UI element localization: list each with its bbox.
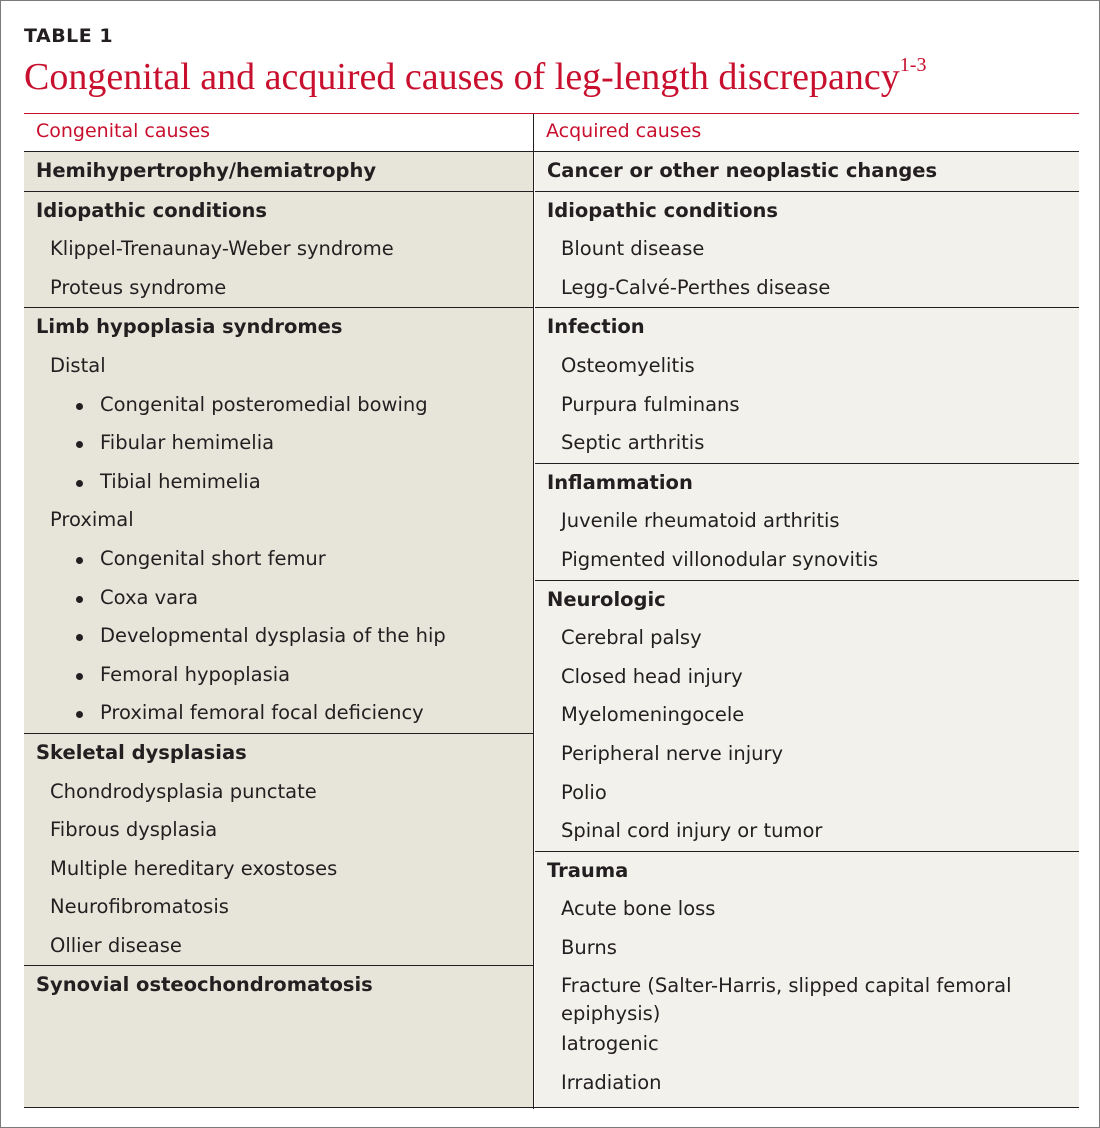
bullet-item: Tibial hemimelia (24, 463, 533, 502)
list-item: Proximal (50, 508, 134, 532)
congenital-group (24, 192, 533, 309)
group-heading: Idiopathic conditions (547, 198, 779, 222)
acquired-group (535, 464, 1079, 581)
bottom-rule (24, 1107, 1079, 1108)
group-heading: Trauma (547, 858, 629, 882)
list-item: Juvenile rheumatoid arthritis (561, 509, 840, 533)
bullet-item: Developmental dysplasia of the hip (24, 617, 533, 656)
bullet-item: Proximal femoral focal deficiency (24, 694, 533, 733)
list-item: Iatrogenic (561, 1032, 659, 1056)
group-heading: Idiopathic conditions (36, 198, 268, 222)
list-item: Osteomyelitis (561, 353, 695, 377)
table-title-text: Congenital and acquired causes of leg-length discrepancy (24, 56, 900, 98)
bullet-item: Femoral hypoplasia (24, 656, 533, 695)
list-item: Chondrodysplasia punctate (50, 779, 317, 803)
congenital-causes-column (24, 152, 533, 1107)
list-item: Septic arthritis (561, 431, 705, 455)
list-item: Pigmented villonodular synovitis (561, 547, 879, 571)
list-item: Peripheral nerve injury (561, 741, 784, 765)
group-heading: Inflammation (547, 470, 693, 494)
table-title (24, 54, 926, 99)
title-reference: 1-3 (899, 54, 927, 76)
acquired-group (535, 308, 1079, 463)
list-item: Proteus syndrome (50, 275, 227, 299)
acquired-group (535, 581, 1079, 852)
acquired-group (535, 192, 1079, 309)
group-heading: Cancer or other neoplastic changes (547, 159, 938, 182)
list-item: Ollier disease (50, 933, 182, 957)
list-item: Myelomeningocele (561, 703, 745, 727)
bullet-item: Congenital short femur (24, 540, 533, 579)
list-item: Neurofibromatosis (50, 895, 229, 919)
congenital-group (24, 734, 533, 967)
list-item: Distal (50, 353, 106, 377)
list-item: Multiple hereditary exostoses (50, 856, 338, 880)
title-rule (24, 113, 1079, 114)
acquired-group (535, 852, 1079, 1103)
group-heading: Infection (547, 315, 645, 339)
list-item: Spinal cord injury or tumor (561, 819, 823, 843)
list-item: Irradiation (561, 1071, 662, 1095)
list-item: Closed head injury (561, 664, 743, 688)
column-header-congenital: Congenital causes (36, 120, 211, 142)
list-item: Fibrous dysplasia (50, 818, 218, 842)
list-item: Burns (561, 935, 617, 959)
acquired-causes-column (535, 152, 1079, 1107)
congenital-group (24, 152, 533, 192)
table-label: TABLE 1 (24, 25, 114, 47)
list-item: Cerebral palsy (561, 626, 702, 650)
list-item: Klippel-Trenaunay-Weber syndrome (50, 237, 394, 261)
list-item: Fracture (Salter-Harris, slipped capital femoral epiphysis) (561, 974, 1012, 1026)
group-heading: Synovial osteochondromatosis (36, 973, 373, 997)
list-item: Polio (561, 780, 607, 804)
group-heading: Neurologic (547, 587, 666, 611)
list-item: Blount disease (561, 237, 705, 261)
congenital-group (24, 308, 533, 734)
group-heading: Hemihypertrophy/hemiatrophy (36, 159, 377, 182)
bullet-item: Fibular hemimelia (24, 424, 533, 463)
bullet-item: Coxa vara (24, 579, 533, 618)
list-item: Legg-Calvé-Perthes disease (561, 275, 831, 299)
congenital-group (24, 966, 533, 1005)
list-item: Purpura fulminans (561, 392, 740, 416)
column-divider (533, 114, 534, 1109)
bullet-item: Congenital posteromedial bowing (24, 386, 533, 425)
list-item: Acute bone loss (561, 897, 716, 921)
group-heading: Skeletal dysplasias (36, 740, 247, 764)
group-heading: Limb hypoplasia syndromes (36, 315, 343, 339)
acquired-group (535, 152, 1079, 192)
column-header-acquired: Acquired causes (546, 120, 702, 142)
